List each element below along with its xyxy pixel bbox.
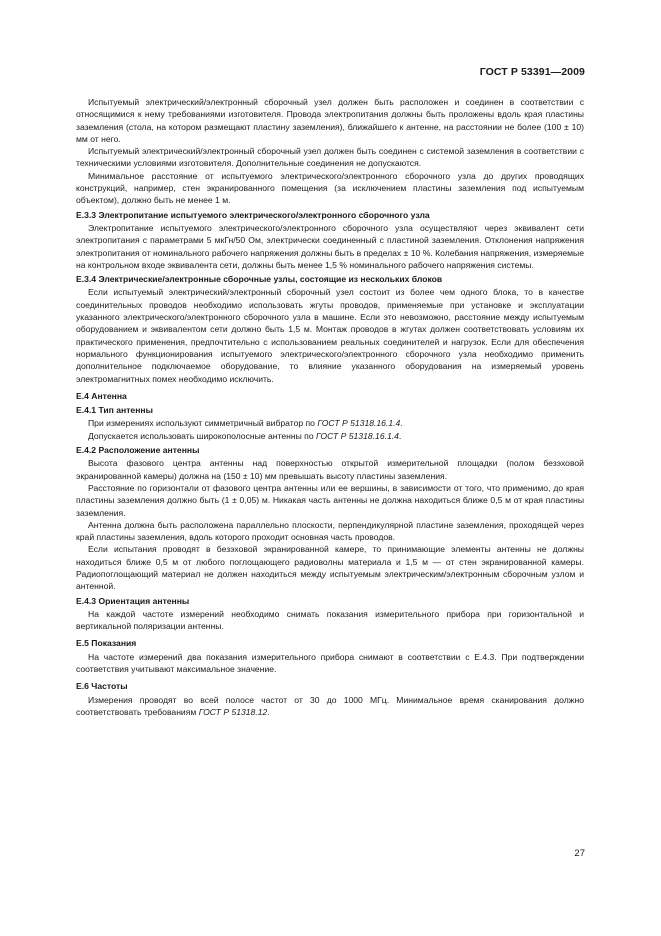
paragraph-text: Измерения проводят во всей полосе частот от 30 до 1000 МГц. Минимальное время сканирования должно соответствовать требованиям	[76, 694, 584, 717]
paragraph: Если испытуемый электрический/электронный сборочный узел состоит из более чем одного блока, то в качестве соединительных проводов необходимо использовать жгуты проводов, применяемые при установке и эксплуатации указанного электрического/электронного сборочного узла в машине. Если это невозможно, расстояние между испытуемым оборудованием и эквивалентом сети должно быть 1,5 м. Монтаж проводов в жгутах должен соответствовать условиям их практического применения, предпочтительно с использованием реальных соединителей и нагрузок. Если для обеспечения нормального функционирования испытуемого электрического/электронного сборочного узла необходимо применить дополнительное подключаемое оборудование, то влияние указанного оборудования на измеряемый уровень электромагнитных помех необходимо исключить.	[76, 287, 584, 384]
paragraph: На каждой частоте измерений необходимо снимать показания измерительного прибора при горизонтальной и вертикальной поляризации антенны.	[76, 608, 584, 632]
section-heading-e33: Е.3.3 Электропитание испытуемого электрического/электронного сборочного узла	[76, 209, 430, 220]
section-heading-e4: Е.4 Антенна	[76, 390, 127, 401]
standard-reference: ГОСТ Р 51318.16.1.4	[317, 418, 401, 429]
paragraph: Электропитание испытуемого электрического/электронного сборочного узла осуществляют через эквивалент сети электропитания с параметрами 5 мкГн/50 Ом, электрически соединенный с пластиной заземления. Отклонения напряжения электропитания от номинального рабочего напряжения должны быть в пределах ± 10 %. Колебания напряжения, измеряемые на контрольном входе эквивалента сети, должны быть менее 1,5 % номинального рабочего напряжения системы.	[76, 222, 584, 270]
paragraph-text: При измерениях используют симметричный вибратор по	[88, 418, 318, 429]
paragraph-antenna-type	[76, 417, 584, 429]
section-heading-e34: Е.3.4 Электрические/электронные сборочные узлы, состоящие из нескольких блоков	[76, 274, 443, 285]
section-heading-e41: Е.4.1 Тип антенны	[76, 405, 153, 416]
paragraph: Если испытания проводят в безэховой экранированной камере, то принимающие элементы антенны не должны находиться ближе 0,5 м от любого поглощающего радиоволны материала и 1,5 м — от стен экранированной камеры. Радиопоглощающий материал не должен находиться между испытуемым электрическим/электронным сборочным узлом и антенной.	[76, 544, 584, 592]
page-body	[76, 96, 584, 718]
paragraph: Антенна должна быть расположена параллельно плоскости, перпендикулярной пластине заземления, проходящей через край пластины заземления, вдоль которого проходит основная часть проводов.	[76, 519, 584, 543]
section-heading-e42: Е.4.2 Расположение антенны	[76, 445, 200, 456]
paragraph-end: .	[267, 706, 270, 717]
paragraph: Расстояние по горизонтали от фазового центра антенны или ее вершины, в зависимости от того, что применимо, до края пластины заземления должно быть (1 ± 0,05) м. Никакая часть антенны не должна находиться ближе 0,5 м от края пластины заземления.	[76, 482, 584, 518]
paragraph-end: .	[398, 430, 402, 441]
section-heading-e6: Е.6 Частоты	[76, 681, 128, 692]
document-code: ГОСТ Р 53391—2009	[479, 66, 585, 78]
section-heading-e43: Е.4.3 Ориентация антенны	[76, 595, 190, 606]
paragraph-broadband	[76, 430, 584, 442]
paragraph-frequencies	[76, 694, 584, 719]
standard-reference: ГОСТ Р 51318.16.1.4	[316, 430, 399, 441]
paragraph: Высота фазового центра антенны над поверхностью открытой измерительной площадки (полом безэховой экранированной камеры) должна на (150 ± 10) мм превышать высоту пластины заземления.	[76, 458, 584, 481]
paragraph: На частоте измерений два показания измерительного прибора снимают в соответствии с Е.4.3. При подтверждении соответствия учитывают максимальное значение.	[76, 651, 584, 675]
paragraph: Минимальное расстояние от испытуемого электрического/электронного сборочного узла до других проводящих конструкций, например, стен экранированного помещения (за исключением пластины заземления под испытуемым объектом), должно быть не менее 1 м.	[76, 170, 584, 206]
page-number: 27	[574, 848, 585, 859]
paragraph: Испытуемый электрический/электронный сборочный узел должен быть расположен и соединен в соответствии с относящимися к нему требованиями изготовителя. Провода электропитания должны быть проложены вдоль края пластины заземления (стола, на котором размещают пластину заземления), ближайшего к антенне, на расстоянии не более (100 ± 10) мм от него.	[76, 97, 584, 144]
standard-reference: ГОСТ Р 51318.12	[198, 706, 268, 717]
paragraph-text: Допускается использовать широкополосные антенны по	[88, 430, 316, 441]
section-heading-e5: Е.5 Показания	[76, 638, 137, 649]
paragraph-end: .	[400, 418, 403, 429]
paragraph: Испытуемый электрический/электронный сборочный узел должен быть соединен с системой заземления в соответствии с техническими условиями изготовителя. Дополнительные соединения не допускаются.	[76, 146, 584, 169]
